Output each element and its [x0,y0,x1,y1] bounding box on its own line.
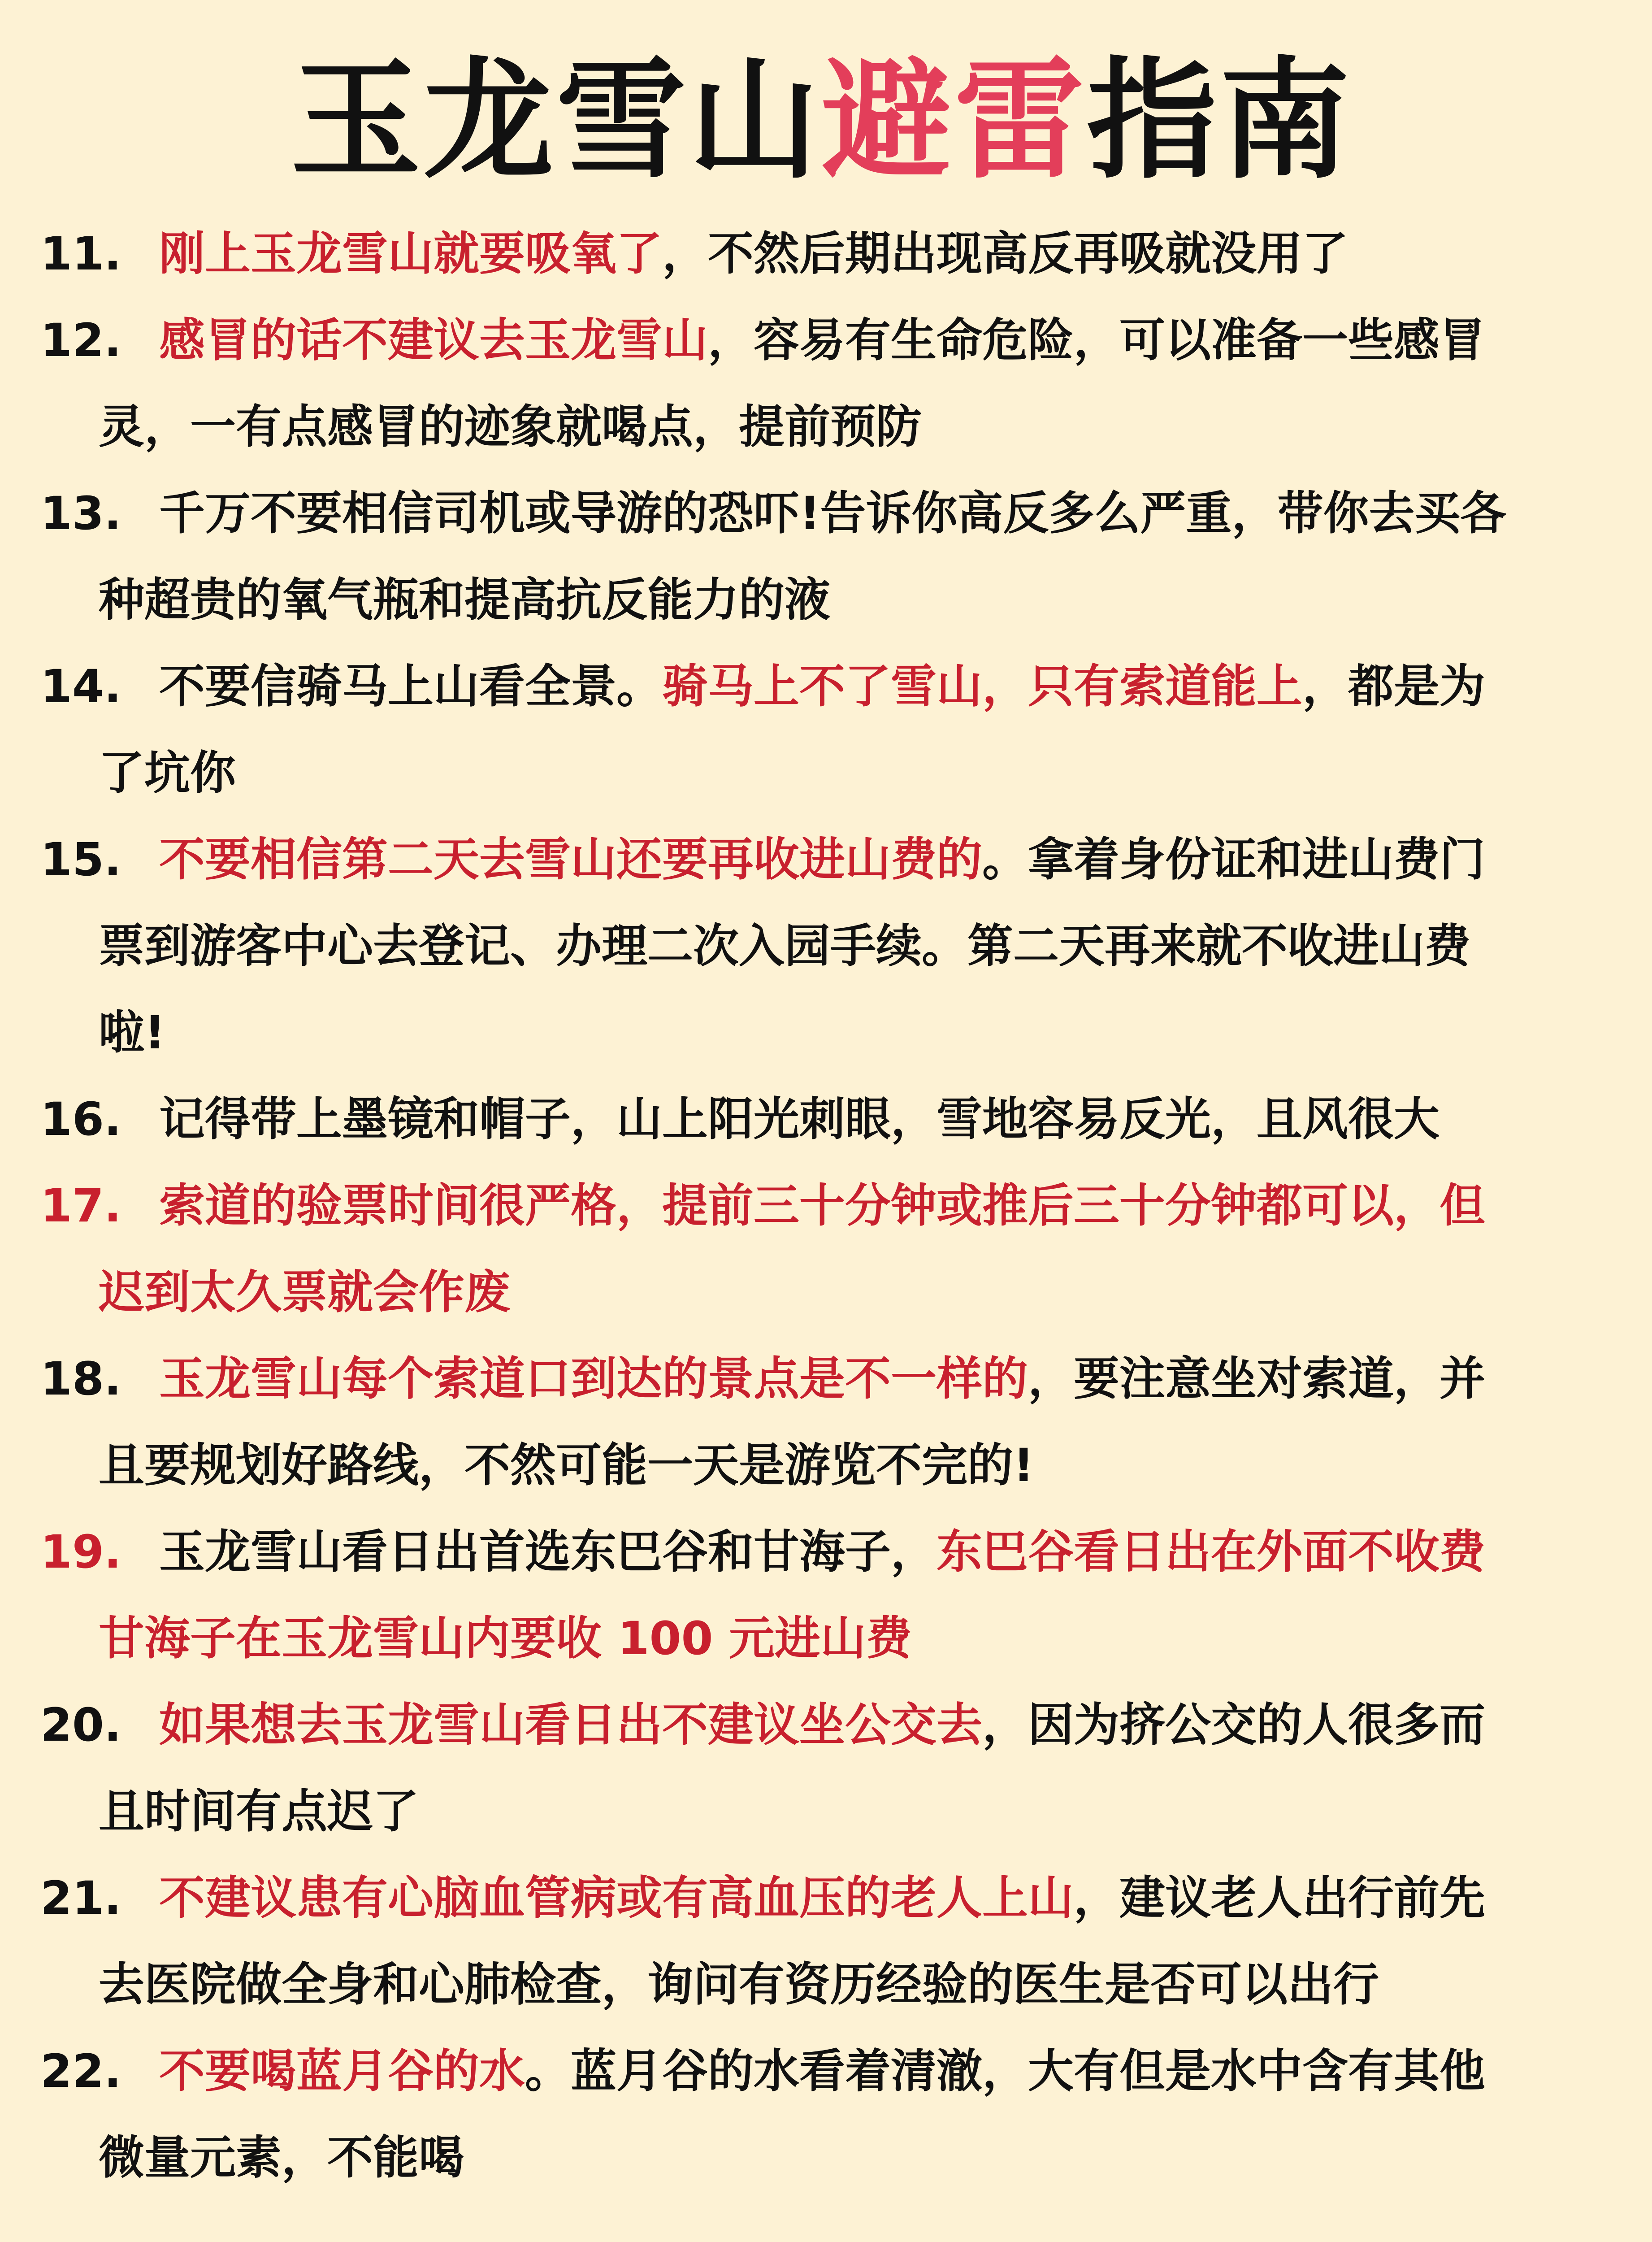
tip-plain-text: 。拿着身份证和进山费门 [982,833,1485,886]
tip-text [99,1509,1603,1682]
tip-line [159,1682,1603,1768]
tip-text [99,1336,1603,1509]
tip-number: 11. [40,227,121,281]
tip-plain-text: ，因为挤公交的人很多而 [982,1699,1485,1752]
tip-text [99,643,1603,817]
tip-line [159,1855,1603,1942]
tip-text [99,470,1603,643]
tip-highlight-text: 骑马上不了雪山，只有索道能上 [662,660,1302,713]
tip-plain-text: 不要信骑马上山看全景。 [159,660,662,713]
tip-plain-text: ，要注意坐对索道，并 [1028,1352,1485,1406]
tip-line [99,903,1603,990]
tip-highlight-text: 甘海子在玉龙雪山内要收 100 元进山费 [99,1612,912,1665]
tip-number: 14. [40,660,121,713]
tip-plain-text: 千万不要相信司机或导游的恐吓!告诉你高反多么严重，带你去买各 [159,487,1506,540]
tip-line [159,211,1603,297]
tip-highlight-text: 东巴谷看日出在外面不收费 [937,1525,1485,1579]
tip-plain-text: 且要规划好路线，不然可能一天是游览不完的! [99,1439,1034,1492]
tip-item [40,211,1603,297]
tip-highlight-text: 感冒的话不建议去玉龙雪山 [159,314,708,367]
tip-line [99,557,1603,643]
tip-line [159,1336,1603,1422]
tip-text [99,1682,1603,1855]
tip-highlight-text: 不建议患有心脑血管病或有高血压的老人上山 [159,1872,1074,1925]
tip-number: 19. [40,1525,121,1579]
tip-line [99,730,1603,817]
tip-highlight-text: 迟到太久票就会作废 [99,1266,510,1319]
tip-plain-text: 记得带上墨镜和帽子，山上阳光刺眼，雪地容易反光，且风很大 [159,1093,1440,1146]
tip-item [40,1076,1603,1163]
tip-number: 13. [40,487,121,540]
tip-item [40,2028,1603,2201]
tip-plain-text: 种超贵的氧气瓶和提高抗反能力的液 [99,574,830,627]
tip-plain-text: 灵，一有点感冒的迹象就喝点，提前预防 [99,400,922,454]
page-title [40,45,1603,197]
tip-number: 20. [40,1699,121,1752]
tip-item [40,297,1603,470]
tip-plain-text: 。蓝月谷的水看着清澈，大有但是水中含有其他 [525,2045,1485,2098]
tip-line [99,1768,1603,1855]
tip-number: 16. [40,1093,121,1146]
tip-plain-text: 去医院做全身和心肺检查，询问有资历经验的医生是否可以出行 [99,1958,1379,2012]
title-part-1: 玉龙雪山 [291,45,822,196]
tip-highlight-text: 如果想去玉龙雪山看日出不建议坐公交去 [159,1699,982,1752]
tip-line [99,384,1603,470]
tip-plain-text: 啦! [99,1006,165,1060]
tips-list [40,211,1603,2201]
tip-line [99,1422,1603,1509]
tip-line [159,817,1603,903]
tip-number: 15. [40,833,121,886]
tip-text [99,1855,1603,2028]
tip-item [40,1509,1603,1682]
tip-text [99,1163,1603,1336]
tip-item [40,643,1603,817]
tip-line [99,990,1603,1076]
tip-line [99,1595,1603,1682]
tip-line [99,1249,1603,1336]
tip-item [40,1163,1603,1336]
tip-text [99,297,1603,470]
tip-text [159,211,1603,297]
tip-plain-text: 了坑你 [99,747,236,800]
tip-line [99,1942,1603,2028]
tip-item [40,470,1603,643]
tip-text [99,2028,1603,2201]
tip-highlight-text: 玉龙雪山每个索道口到达的景点是不一样的 [159,1352,1028,1406]
tip-line [159,1509,1603,1595]
tip-line [159,470,1603,557]
title-part-3: 指南 [1087,45,1353,196]
tip-plain-text: ，都是为 [1302,660,1485,713]
tip-plain-text: 玉龙雪山看日出首选东巴谷和甘海子， [159,1525,937,1579]
tip-item [40,1682,1603,1855]
tip-line [159,1163,1603,1249]
tip-number: 22. [40,2045,121,2098]
tip-plain-text: 票到游客中心去登记、办理二次入园手续。第二天再来就不收进山费 [99,920,1470,973]
tip-item [40,817,1603,1076]
tip-line [159,2028,1603,2115]
tip-highlight-text: 索道的验票时间很严格，提前三十分钟或推后三十分钟都可以，但 [159,1179,1485,1233]
tip-number: 12. [40,314,121,367]
tip-highlight-text: 刚上玉龙雪山就要吸氧了 [159,227,662,281]
tip-text [159,1076,1603,1163]
title-part-2-highlight: 避雷 [821,45,1087,196]
tip-number: 18. [40,1352,121,1406]
tip-item [40,1336,1603,1509]
tip-plain-text: ，容易有生命危险，可以准备一些感冒 [708,314,1485,367]
tip-line [159,1076,1603,1163]
tip-plain-text: 微量元素，不能喝 [99,2131,464,2185]
tip-highlight-text: 不要喝蓝月谷的水 [159,2045,525,2098]
tip-line [159,643,1603,730]
tip-item [40,1855,1603,2028]
tip-plain-text: ，建议老人出行前先 [1074,1872,1485,1925]
tip-highlight-text: 不要相信第二天去雪山还要再收进山费的 [159,833,982,886]
tip-line [99,2115,1603,2201]
tip-number: 17. [40,1179,121,1233]
tip-plain-text: 且时间有点迟了 [99,1785,419,1838]
tip-text [99,817,1603,1076]
tip-number: 21. [40,1872,121,1925]
tip-plain-text: ，不然后期出现高反再吸就没用了 [662,227,1348,281]
tip-line [159,297,1603,384]
